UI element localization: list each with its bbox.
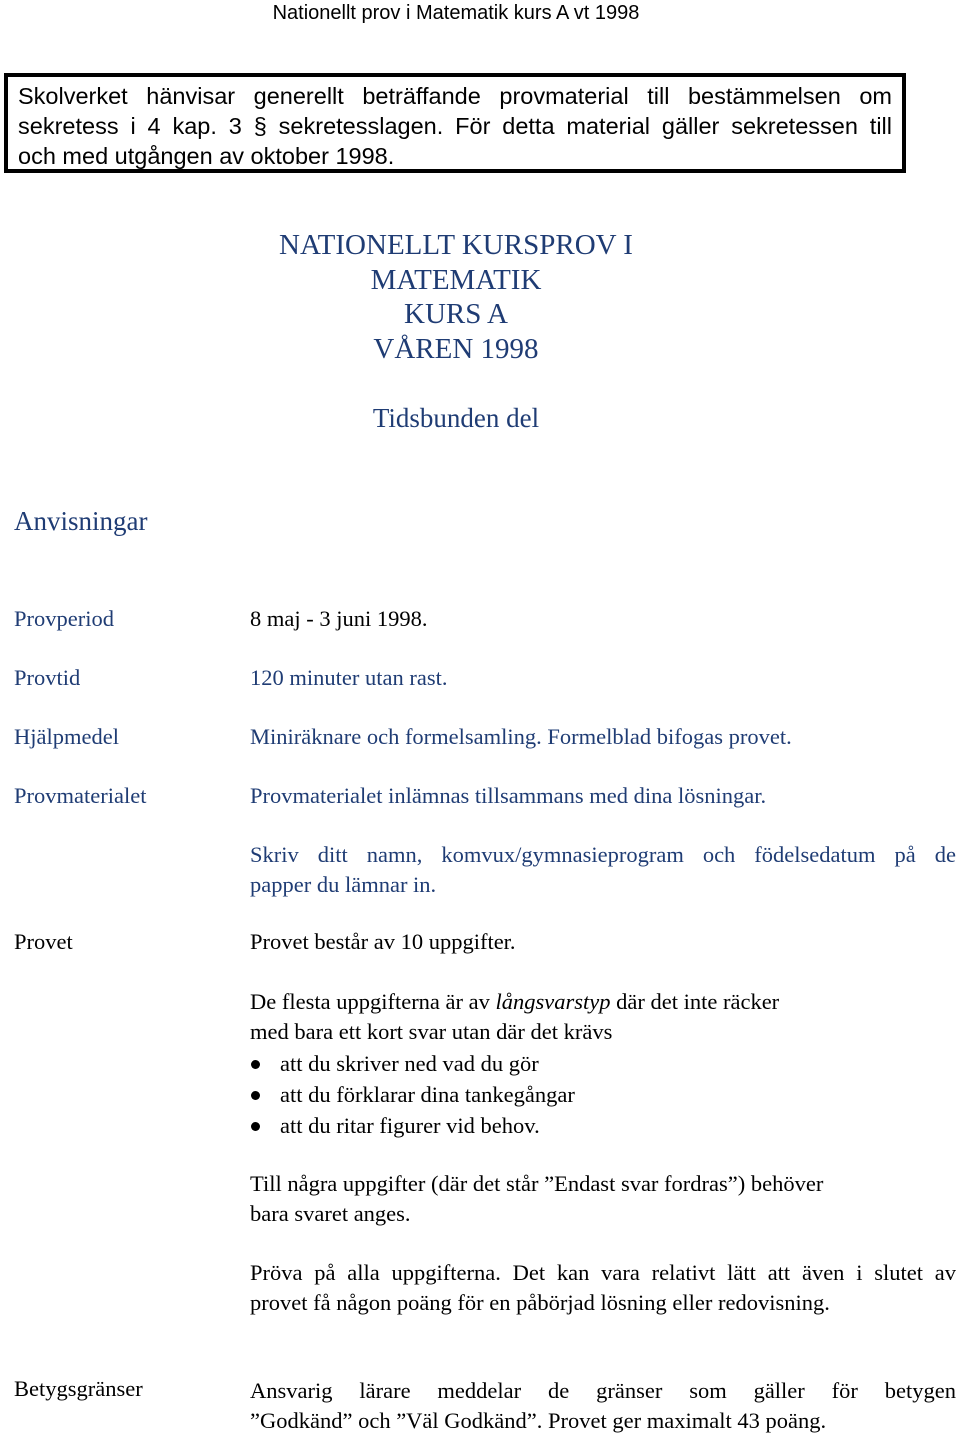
label-provperiod: Provperiod [14, 606, 114, 631]
provet-paragraph-3 [250, 1258, 956, 1318]
provet-paragraph-1-line-2: med bara ett kort svar utan där det krävs [250, 1019, 613, 1044]
bullet-icon [251, 1091, 260, 1100]
title-line-4: VÅREN 1998 [373, 332, 539, 365]
value-provet: Provet består av 10 uppgifter. [250, 929, 516, 954]
section-heading: Anvisningar [14, 506, 148, 536]
value-provtid: 120 minuter utan rast. [250, 665, 448, 690]
bullet-icon [251, 1060, 260, 1069]
value-hjalpmedel: Miniräknare och formelsamling. Formelblad bifogas provet. [250, 724, 792, 749]
bullet-icon [251, 1122, 260, 1131]
notice-line-3: och med utgången av oktober 1998. [18, 143, 395, 169]
title-line-2: MATEMATIK [370, 263, 542, 296]
value-provperiod: 8 maj - 3 juni 1998. [250, 606, 428, 631]
value-betygsgranser [250, 1376, 956, 1436]
label-betygsgranser: Betygsgränser [14, 1376, 143, 1401]
page-header: Nationellt prov i Matematik kurs A vt 1998 [272, 2, 640, 24]
label-hjalpmedel: Hjälpmedel [14, 724, 119, 749]
provet-paragraph-3-line-1: Pröva på alla uppgifterna. Det kan vara relativt lätt att även i slutet av [250, 1260, 956, 1285]
provmaterialet-note-line-2: papper du lämnar in. [250, 872, 437, 897]
provet-paragraph-1-line-1: De flesta uppgifterna är av långsvarstyp där det inte räcker [250, 989, 780, 1014]
label-provtid: Provtid [14, 665, 81, 690]
title-line-3: KURS A [404, 298, 508, 330]
provet-paragraph-2-line-1: Till några uppgifter (där det står ”Endast svar fordras”) behöver [250, 1171, 824, 1196]
title-line-1: NATIONELLT KURSPROV I [279, 229, 633, 261]
bullet-item: att du skriver ned vad du gör [250, 1048, 956, 1079]
bullet-list [250, 1048, 956, 1141]
emphasis-langsvarstyp: långsvarstyp [495, 989, 611, 1014]
confidentiality-notice [4, 73, 906, 173]
bullet-item: att du förklarar dina tankegångar [250, 1079, 956, 1110]
provet-paragraph-3-line-2: provet få någon poäng för en påbörjad lösning eller redovisning. [250, 1290, 830, 1315]
betygsgranser-line-1: Ansvarig lärare meddelar de gränser som gäller för betygen [250, 1378, 956, 1403]
label-provmaterialet: Provmaterialet [14, 783, 147, 808]
bullet-item: att du ritar figurer vid behov. [250, 1110, 956, 1141]
provet-paragraph-1 [250, 987, 956, 1047]
provet-paragraph-2-line-2: bara svaret anges. [250, 1201, 411, 1226]
value-provmaterialet: Provmaterialet inlämnas tillsammans med dina lösningar. [250, 783, 767, 808]
provmaterialet-note [250, 840, 956, 900]
provmaterialet-note-line-1: Skriv ditt namn, komvux/gymnasieprogram och födelsedatum på de [250, 842, 956, 867]
betygsgranser-line-2: ”Godkänd” och ”Väl Godkänd”. Provet ger maximalt 43 poäng. [250, 1408, 827, 1433]
exam-subtitle: Tidsbunden del [372, 403, 540, 433]
notice-line-2: sekretess i 4 kap. 3 § sekretesslagen. För detta material gäller sekretessen till [18, 113, 892, 139]
label-provet: Provet [14, 929, 73, 954]
notice-line-1: Skolverket hänvisar generellt beträffande provmaterial till bestämmelsen om [18, 83, 892, 109]
provet-paragraph-2 [250, 1169, 956, 1229]
exam-title [0, 228, 912, 366]
